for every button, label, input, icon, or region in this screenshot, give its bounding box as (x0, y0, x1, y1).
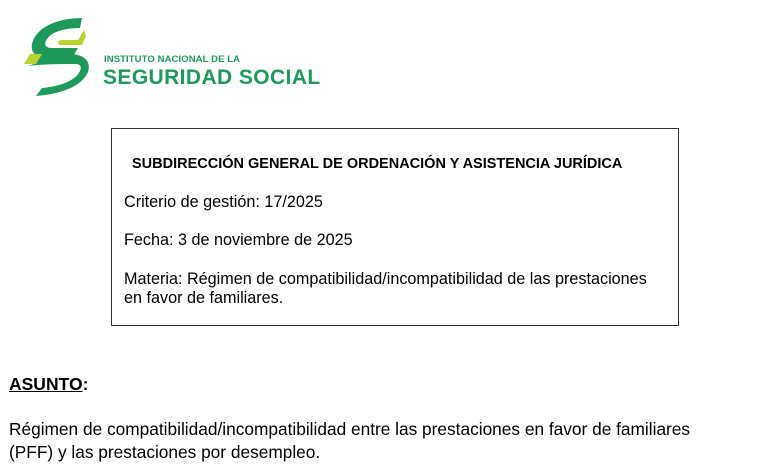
fecha-line: Fecha: 3 de noviembre de 2025 (124, 231, 353, 249)
institution-logo (20, 14, 321, 96)
seguridad-social-logo-icon (20, 14, 100, 96)
asunto-text-line-1: Régimen de compatibilidad/incompatibilidad entre las prestaciones en favor de familiares (9, 419, 691, 439)
asunto-colon: : (82, 374, 89, 394)
asunto-heading (9, 374, 88, 395)
materia-line-2: en favor de familiares. (124, 289, 284, 307)
org-name-small: INSTITUTO NACIONAL DE LA (104, 54, 241, 65)
materia-line-1: Materia: Régimen de compatibilidad/incompatibilidad de las prestaciones (124, 270, 647, 288)
asunto-text-line-2: (PFF) y las prestaciones por desempleo. (9, 442, 321, 462)
subdirection-heading: SUBDIRECCIÓN GENERAL DE ORDENACIÓN Y ASISTENCIA JURÍDICA (132, 156, 623, 172)
asunto-label: ASUNTO (9, 374, 83, 394)
criterio-line: Criterio de gestión: 17/2025 (124, 193, 323, 211)
document-header-box (111, 128, 679, 326)
org-name-large: SEGURIDAD SOCIAL (103, 66, 321, 89)
